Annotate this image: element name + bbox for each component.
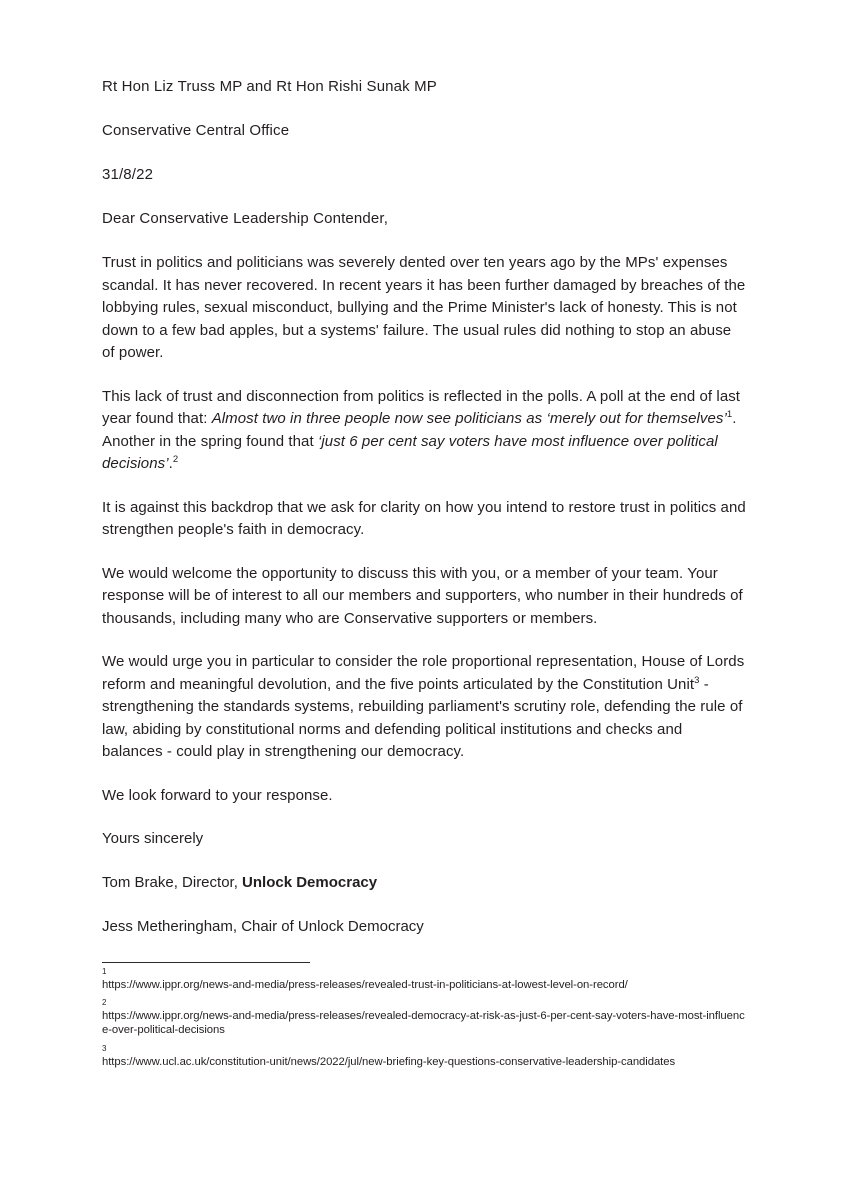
- paragraph-reform-tail: - strengthening the standards systems, rebuilding parliament's scrutiny role, defending the rule of law, abiding by constitutional norms and defending political institutions and checks and balances - could play in strengthening our democracy.: [102, 675, 743, 760]
- paragraph-polls-lead: This lack of trust and disconnection from politics is reflected in the polls. A poll at the end of last year found that:: [102, 387, 741, 427]
- signatory-tom-brake: [102, 872, 746, 895]
- recipient-line: Rt Hon Liz Truss MP and Rt Hon Rishi Sunak MP: [102, 78, 437, 95]
- paragraph-reform-lead: We would urge you in particular to consider the role proportional representation, House of Lords reform and meaningful devolution, and the five points articulated by the Constitution Unit: [102, 653, 745, 693]
- paragraph-polls-mid: . Another in the spring found that: [102, 410, 737, 450]
- paragraph-polls-tail: .: [168, 455, 173, 472]
- footnote-marker-3: 3: [694, 674, 700, 686]
- date-line: 31/8/22: [102, 166, 154, 183]
- footnote-entry-2: [102, 998, 748, 1037]
- letter-body: [102, 76, 746, 939]
- paragraph-trust-in-politics: Trust in politics and politicians was severely dented over ten years ago by the MPs' expenses scandal. It has never recovered. In recent years it has been further damaged by breaches of the lobbying rules, sexual misconduct, bullying and the Prime Minister's lack of honesty. This is not down to a few bad apples, but a systems' failure. The usual rules did nothing to stop an abuse of power.: [102, 254, 746, 361]
- footnote-number-3: 3: [102, 1043, 107, 1053]
- footnote-marker-2: 2: [172, 454, 179, 465]
- organisation-name-bold: Unlock Democracy: [242, 874, 378, 891]
- footnote-entry-1: [102, 967, 748, 992]
- closing-line: Yours sincerely: [102, 830, 204, 847]
- paragraph-polls-quotes: [102, 386, 746, 476]
- footnote-separator-rule: [102, 962, 310, 963]
- footnotes-section: [102, 962, 748, 1069]
- footnote-url-3[interactable]: https://www.ucl.ac.uk/constitution-unit/news/2022/jul/new-briefing-key-questions-conservative-leadership-candidates: [102, 1055, 676, 1068]
- paragraph-clarity-request: It is against this backdrop that we ask for clarity on how you intend to restore trust in politics and strengthen people's faith in democracy.: [102, 498, 746, 538]
- signatory-jess-metheringham: Jess Metheringham, Chair of Unlock Democracy: [102, 918, 424, 935]
- footnote-number-2: 2: [102, 998, 107, 1008]
- salutation-line: Dear Conservative Leadership Contender,: [102, 210, 389, 227]
- paragraph-reform-proposals: [102, 651, 746, 764]
- footnote-number-1: 1: [102, 967, 107, 976]
- paragraph-look-forward: We look forward to your response.: [102, 786, 333, 804]
- signatory-tom-brake-prefix: Tom Brake, Director,: [102, 874, 243, 891]
- footnote-marker-1: 1: [726, 409, 733, 420]
- organisation-line: Conservative Central Office: [102, 122, 290, 139]
- footnote-entry-3: [102, 1044, 748, 1069]
- paragraph-welcome-discussion: We would welcome the opportunity to discuss this with you, or a member of your team. Your response will be of interest to all our members and supporters, who number in their hundreds of thousands, including many who are Conservative supporters or members.: [102, 564, 743, 627]
- footnote-url-2[interactable]: https://www.ippr.org/news-and-media/press-releases/revealed-democracy-at-risk-as-just-6-per-cent-say-voters-have-most-influence-over-political-decisions: [102, 1010, 745, 1037]
- quote-merely-out-for-themselves: Almost two in three people now see politicians as ‘merely out for themselves’: [211, 410, 727, 427]
- quote-just-6-per-cent: ‘just 6 per cent say voters have most influence over political decisions’: [102, 432, 718, 472]
- footnote-url-1[interactable]: https://www.ippr.org/news-and-media/press-releases/revealed-trust-in-politicians-at-lowest-level-on-record/: [102, 979, 628, 991]
